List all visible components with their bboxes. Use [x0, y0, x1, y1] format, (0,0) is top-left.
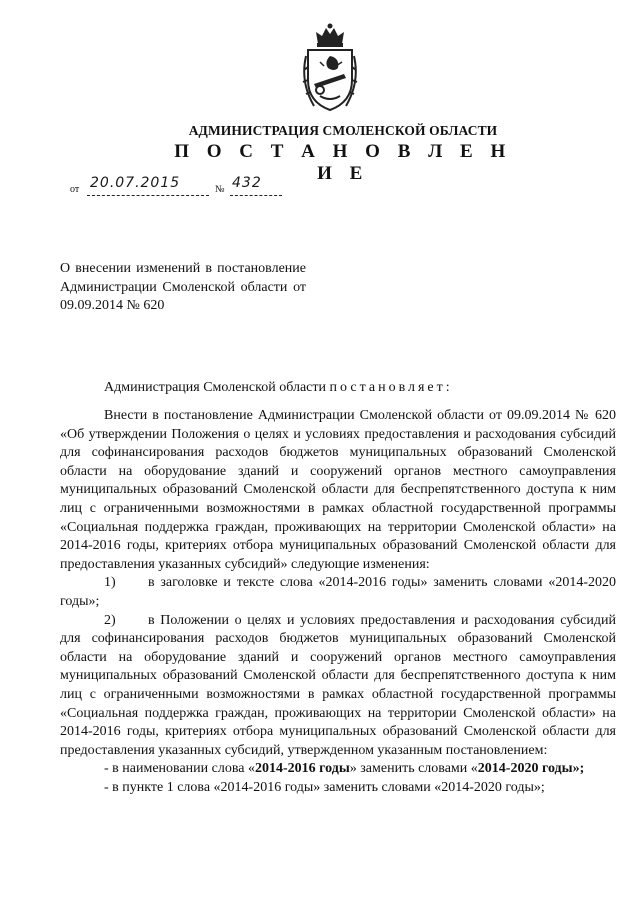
item-1-number: 1) [104, 575, 116, 591]
item-2-text: в Положении о целях и условиях предоставления и расходования субсидий для софинансирования расходов бюджетов муниципальных образований Смоленской области на оборудование зданий и сооружений органов местного самоуправления муниципальных образований Смоленской области для беспрепятственного доступа к ним лиц с ограниченными возможностями в рамках областной государственной программы «Социальная поддержка граждан, проживающих на территории Смоленской области» на 2014-2016 годы, критериях отбора муниципальных образований Смоленской области для предоставления указанных субсидий, утвержденном указанным постановлением: [60, 612, 616, 758]
subitem-1-part-c: » заменить словами « [349, 761, 478, 777]
document-body [60, 407, 616, 797]
subitem-1-old-period: 2014-2016 годы [255, 761, 350, 777]
preamble-resolves: постановляет: [329, 380, 453, 395]
preamble [104, 379, 604, 398]
number-prefix: № [215, 184, 225, 195]
item-1-text: в заголовке и тексте слова «2014-2016 годы» заменить словами «2014-2020 годы»; [60, 575, 616, 609]
document-subject: О внесении изменений в постановление Администрации Смоленской области от 09.09.2014 № 620 [60, 261, 306, 314]
subitem-1-part-e: »; [572, 761, 585, 777]
body-item-1 [60, 574, 616, 611]
registration-line [60, 175, 360, 201]
preamble-text: Администрация Смоленской области [104, 380, 327, 395]
subitem-1-new-period: 2014-2020 годы [477, 761, 573, 777]
date-prefix: от [70, 184, 80, 195]
document-type-title: П О С Т А Н О В Л Е Н И Е [174, 141, 512, 184]
coat-of-arms-icon [300, 22, 360, 114]
body-subitem-2: - в пункте 1 слова «2014-2016 годы» заменить словами «2014-2020 годы»; [104, 779, 545, 795]
organization-name: АДМИНИСТРАЦИЯ СМОЛЕНСКОЙ ОБЛАСТИ [188, 123, 498, 138]
subitem-1-part-a: - в наименовании слова « [104, 761, 255, 777]
handwritten-number: 432 [232, 175, 262, 191]
body-item-2 [60, 612, 616, 761]
handwritten-date: 20.07.2015 [90, 175, 181, 191]
body-subitem-1 [60, 760, 616, 779]
number-underline [230, 194, 282, 196]
date-underline [87, 194, 209, 196]
body-intro-paragraph: Внести в постановление Администрации Смоленской области от 09.09.2014 № 620 «Об утверждении Положения о целях и условиях предоставления и расходования субсидий для софинансирования расходов бюджетов муниципальных образований Смоленской области на оборудование зданий и сооружений органов местного самоуправления муниципальных образований Смоленской области для беспрепятственного доступа к ним лиц с ограниченными возможностями в рамках областной государственной программы «Социальная поддержка граждан, проживающих на территории Смоленской области» на 2014-2016 годы, критериях отбора муниципальных образований Смоленской области для предоставления указанных субсидий» следующие изменения: [60, 408, 616, 572]
item-2-number: 2) [104, 612, 116, 628]
